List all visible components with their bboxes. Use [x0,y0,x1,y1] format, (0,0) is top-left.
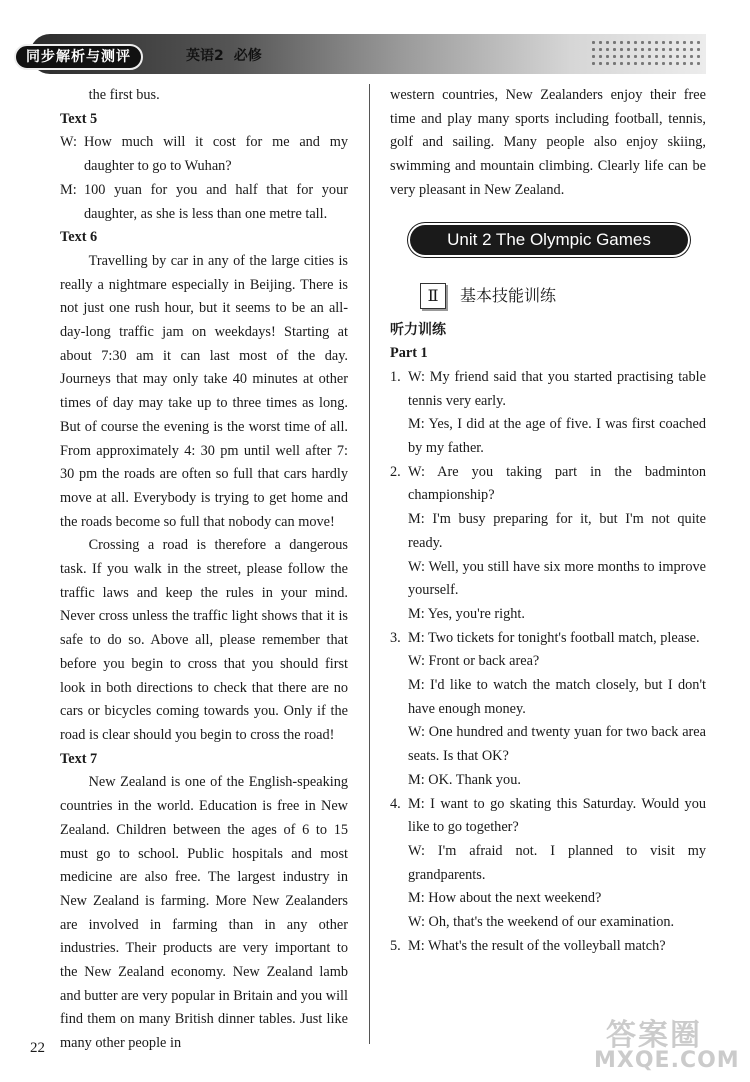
dialogue-item-line [390,911,706,935]
dialogue-item-line [390,840,706,887]
text7-tail: western countries, New Zealanders enjoy their free time and play many sports including football, tennis, golf and sailing. Many people also enjoy skiing, swimming and mountain climbing. Clearly life can be very pleasant in New Zealand. [390,87,706,198]
item-line-text: M: I'm busy preparing for it, but I'm not quite ready. [408,511,706,551]
item-number [390,650,408,674]
dialogue-item-line [390,413,706,460]
text6-title: Text 6 [60,229,98,246]
item-number [390,556,408,603]
dialogue-item-line [390,887,706,911]
dialogue-item-line [390,721,706,768]
subject-label: 英语2 [186,48,224,64]
series-badge: 同步解析与测评 [14,44,143,70]
dialogue-item-line [390,769,706,793]
item-line-text: W: Are you taking part in the badminton championship? [408,463,706,504]
item-line-text: M: Yes, I did at the age of five. I was first coached by my father. [408,416,706,457]
text6-paragraph-2: Crossing a road is therefore a dangerous task. If you walk in the street, please follow the traffic laws and keep the rules in your mind. Never cross unless the traffic light shows that it is safe to do so. Above all, please remember that before you begin to cross that you should first look in both directions to check that there are no cars or bicycles coming towards you. Only if the road is clear should you begin to cross the road! [60,537,348,743]
book-title [186,45,272,67]
section-title: 基本技能训练 [460,285,557,305]
item-line-text: M: Yes, you're right. [408,605,525,622]
item-line-text: W: Well, you still have six more months to improve yourself. [408,558,706,599]
item-line-text: M: What's the result of the volleyball match? [408,937,666,954]
text7-title: Text 7 [60,750,98,767]
dialogue-line [60,179,348,226]
dialogue-item-line [390,650,706,674]
dialogue-item-line [390,793,706,840]
item-number: 1. [390,368,401,385]
watermark-en: MXQE.COM [594,1048,740,1073]
item-line-text: M: Two tickets for tonight's football match, please. [408,629,700,646]
dialogue-item-line [390,627,706,651]
item-number [390,603,408,627]
dialogue-item-line [390,556,706,603]
right-column [390,84,706,959]
item-line-text: M: How about the next weekend? [408,890,602,907]
item-number [390,887,408,911]
item-line-text: M: I want to go skating this Saturday. Would you like to go together? [408,795,706,836]
dialogue-item-line [390,674,706,721]
section-numeral-box: Ⅱ [420,283,446,309]
unit-title: Unit 2 The Olympic Games [447,229,651,249]
watermark [588,1010,738,1078]
volume-label: 必修 [233,48,262,64]
item-number [390,911,408,935]
item-line-text: W: Front or back area? [408,653,540,670]
item-number [390,674,408,721]
item-number: 2. [390,463,401,480]
left-column [60,84,348,1056]
dialogue-item-line [390,935,706,959]
dialogue-items [390,366,706,959]
item-line-text: W: One hundred and twenty yuan for two back area seats. Is that OK? [408,724,706,765]
item-line-text: M: I'd like to watch the match closely, but I don't have enough money. [408,677,706,717]
watermark-cn: 答案圈 [606,1018,702,1053]
item-number [390,508,408,555]
part-heading: Part 1 [390,345,428,362]
unit-banner [410,225,688,255]
dialogue-line [60,131,348,178]
text4-tail: the first bus. [88,87,160,103]
item-number: 3. [390,629,401,646]
dialogue-item-line [390,461,706,508]
item-number: 4. [390,795,401,812]
speaker-label: M: [60,181,77,198]
dialogue-item-line [390,603,706,627]
item-line-text: M: OK. Thank you. [408,771,521,788]
dialogue-item-line [390,508,706,555]
item-number: 5. [390,937,401,954]
header-dot-pattern [590,39,700,69]
item-number [390,769,408,793]
item-number [390,840,408,887]
listening-heading: 听力训练 [390,321,446,338]
item-line-text: W: My friend said that you started practising table tennis very early. [408,368,706,409]
column-divider [369,84,370,1044]
dialogue-item-line [390,366,706,413]
text5-title: Text 5 [60,110,98,127]
dialogue-text: How much will it cost for me and my daughter to go to Wuhan? [84,134,348,175]
item-line-text: W: Oh, that's the weekend of our examination. [408,914,675,931]
item-number [390,413,408,460]
item-number [390,721,408,768]
speaker-label: W: [60,134,77,151]
text6-paragraph-1: Travelling by car in any of the large cities is really a nightmare especially in Beijing. There is not just one rush hour, but it seems to be an all-day-long traffic jam on weekdays! Starting at about 7:30 am it can last most of the day. Journeys that may only take 40 minutes at other times of day may take up to three times as long. But of course the evening is the worst time of all. From approximately 4: 30 pm until well after 7: 30 pm the roads are often so full that cars hardly move at all. Everybody is trying to get home and the roads become so full that nobody can move! [60,252,348,530]
dialogue-text: 100 yuan for you and half that for your daughter, as she is less than one metre tall. [84,181,348,222]
page-number: 22 [30,1040,45,1056]
item-line-text: W: I'm afraid not. I planned to visit my grandparents. [408,842,706,883]
section-heading [420,283,706,309]
text7-paragraph-1: New Zealand is one of the English-speaking countries in the world. Education is free in New Zealand. Children between the ages of 6 to 15 must go to school. Public hospitals and most medicine are also free. The largest industry in New Zealand is farming. More New Zealanders are involved in farming than in any other industries. Their products are very important to the New Zealand economy. New Zealand lamb and butter are very popular in Britain and you will find them on many British dinner tables. Just like many other people in [60,774,348,1052]
